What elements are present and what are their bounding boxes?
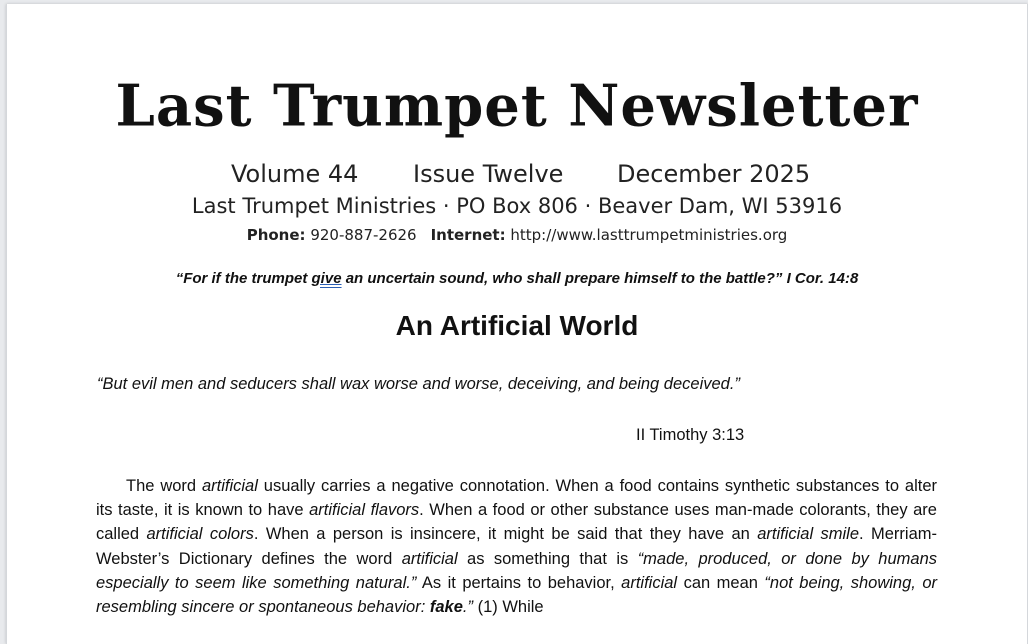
ministry-address: Last Trumpet Ministries · PO Box 806 · Beaver Dam, WI 53916 [191,194,843,218]
emphasis-run: artificial [401,549,458,568]
text-run: . Merriam-Webster’s Dictionary defines the word [96,525,937,568]
emphasis-run: artificial [201,477,258,495]
epigraph-reference: II Timothy 3:13 [636,426,745,444]
issue-info-line [231,160,810,188]
text-run: (1) While [472,598,544,617]
text-run: . When a person is insincere, it might be said that they have an [253,525,758,544]
emphasis-run: artificial colors [146,525,254,544]
contact-line [7,226,1027,244]
verse-text-end: an uncertain sound, who shall prepare himself to the battle?” I Cor. 14:8 [341,270,859,287]
text-run: . When a food or other substance uses man-made colorants, they are called [96,501,937,544]
phone-label: Phone: [246,226,306,244]
article-paragraph [96,474,937,619]
verse-text-start: “For if the trumpet [175,270,312,287]
emphasis-run: artificial smile [757,525,860,544]
website-url: http://www.lasttrumpetministries.org [510,226,788,244]
header-verse [7,270,1027,287]
issue-date: December 2025 [617,160,811,188]
emphasis-run: artificial [621,573,678,592]
text-run: The word [126,477,202,495]
bold-emphasis-run: fake [429,598,463,617]
text-run: as something that is [457,549,638,568]
internet-label: Internet: [430,226,506,244]
volume-number: Volume 44 [231,160,359,188]
quote-run: .” [462,598,473,617]
phone-number: 920-887-2626 [310,226,417,244]
text-run: usually carries a negative connotation. When a food contains synthetic substances to alter its taste, it is known to have [96,477,937,520]
issue-number: Issue Twelve [413,160,564,188]
article-epigraph: “But evil men and seducers shall wax worse and worse, deceiving, and being deceived.” [97,375,740,393]
verse-underlined-word: give [311,270,342,287]
newsletter-masthead: Last Trumpet Newsletter [115,72,919,140]
text-run: As it pertains to behavior, [416,573,622,592]
quote-run: “not being, showing, or resembling sincere or spontaneous behavior: [96,573,937,617]
emphasis-run: artificial flavors [309,501,420,520]
document-page [6,4,1028,644]
text-run: can mean [677,573,765,592]
quote-run: “made, produced, or done by humans especially to seem like something natural.” [96,549,937,592]
article-title: An Artificial World [395,310,639,341]
